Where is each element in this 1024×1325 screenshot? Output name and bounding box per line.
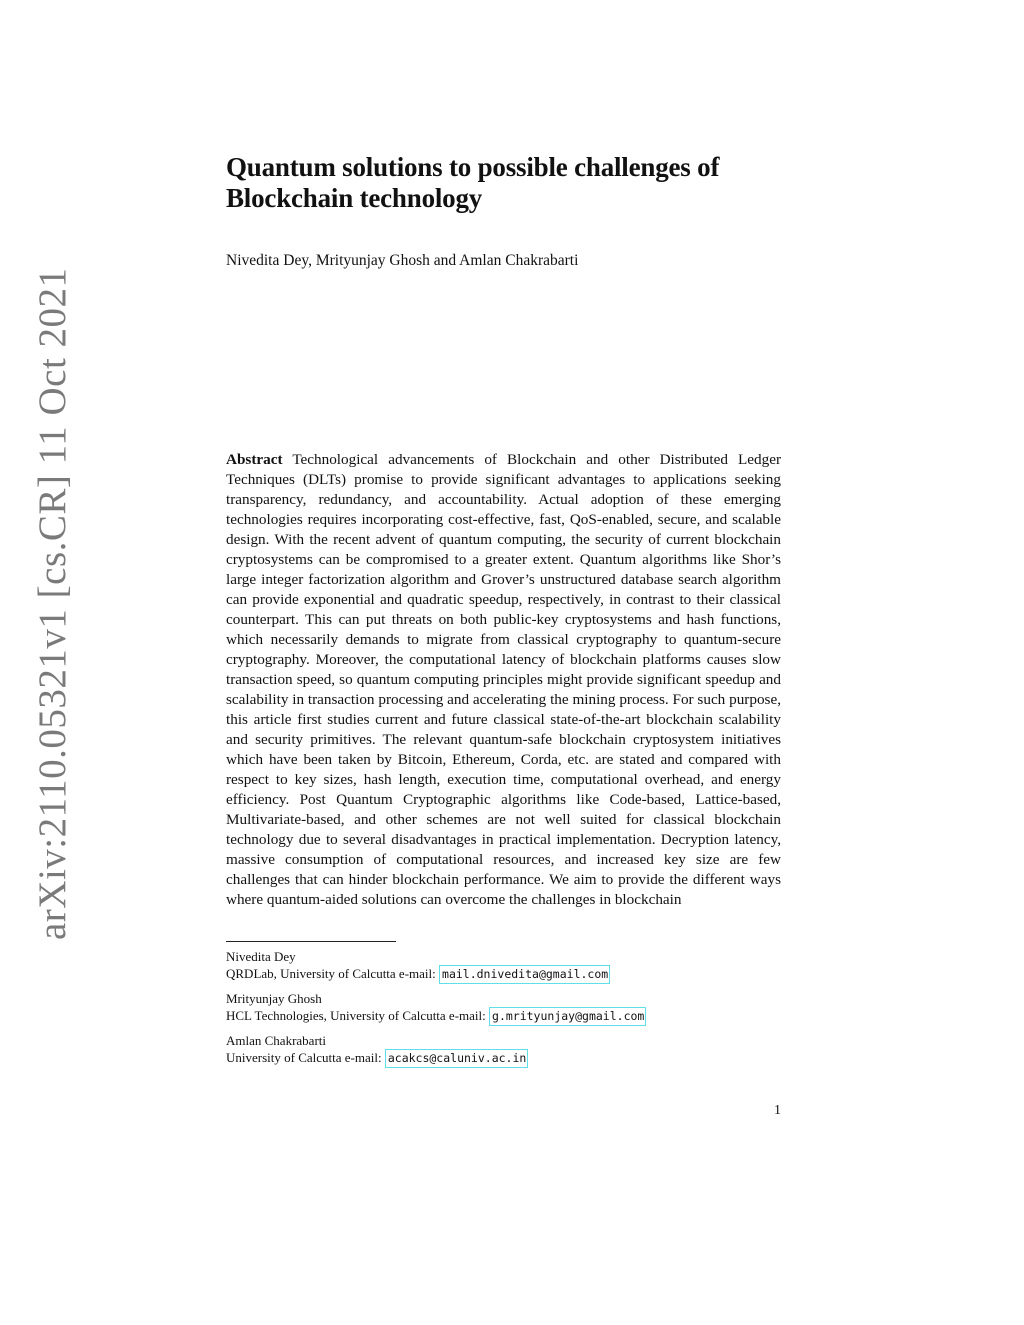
abstract-paragraph [226,450,781,910]
page-number: 1 [774,1103,781,1118]
email-link[interactable]: g.mrityunjay@gmail.com [489,1007,646,1026]
abstract-label: Abstract [226,451,283,468]
email-link[interactable]: acakcs@caluniv.ac.in [385,1049,528,1068]
footnote-affiliation: QRDLab, University of Calcutta e-mail: [226,966,440,981]
author-list: Nivedita Dey, Mrityunjay Ghosh and Amlan Chakrabarti [226,252,579,269]
footnote-author-name: Amlan Chakrabarti [226,1033,326,1048]
footnote-author-2 [226,990,646,1025]
arxiv-identifier-stamp: arXiv:2110.05321v1 [cs.CR] 11 Oct 2021 [31,267,74,940]
footnote-author-name: Mrityunjay Ghosh [226,991,322,1006]
footnote-affiliation: University of Calcutta e-mail: [226,1050,385,1065]
footnote-author-name: Nivedita Dey [226,949,296,964]
footnote-affiliation: HCL Technologies, University of Calcutta e-mail: [226,1008,490,1023]
abstract-text: Technological advancements of Blockchain and other Distributed Ledger Techniques (DLTs) promise to provide significant advantages to applications seeking transparency, redundancy, and accountability. Actual adoption of these emerging technologies requires incorporating cost-effective, fast, QoS-enabled, secure, and scalable design. With the recent advent of quantum computing, the security of current blockchain cryptosystems can be compromised to a greater extent. Quantum algorithms like Shor’s large integer factorization algorithm and Grover’s unstructured database search algorithm can provide exponential and quadratic speedup, respectively, in contrast to their classical counterpart. This can put threats on both public-key cryptosystems and hash functions, which necessarily demands to migrate from classical cryptography to quantum-secure cryptography. Moreover, the computational latency of blockchain platforms causes slow transaction speed, so quantum computing principles might provide significant speedup and scalability in transaction processing and accelerating the mining process. For such purpose, this article first studies current and future classical state-of-the-art blockchain scalability and security primitives. The relevant quantum-safe blockchain cryptosystem initiatives which have been taken by Bitcoin, Ethereum, Corda, etc. are stated and compared with respect to key sizes, hash length, execution time, computational overhead, and energy efficiency. Post Quantum Cryptographic algorithms like Code-based, Lattice-based, Multivariate-based, and other schemes are not well suited for classical blockchain technology due to several disadvantages in practical implementation. Decryption latency, massive consumption of computational resources, and increased key size are few challenges that can hinder blockchain performance. We aim to provide the different ways where quantum-aided solutions can overcome the challenges in blockchain [226,451,781,908]
email-link[interactable]: mail.dnivedita@gmail.com [439,965,610,984]
paper-title: Quantum solutions to possible challenges of Blockchain technology [226,152,720,213]
footnote-author-3 [226,1032,528,1067]
footnote-author-1 [226,948,610,983]
footnote-divider [226,941,396,942]
